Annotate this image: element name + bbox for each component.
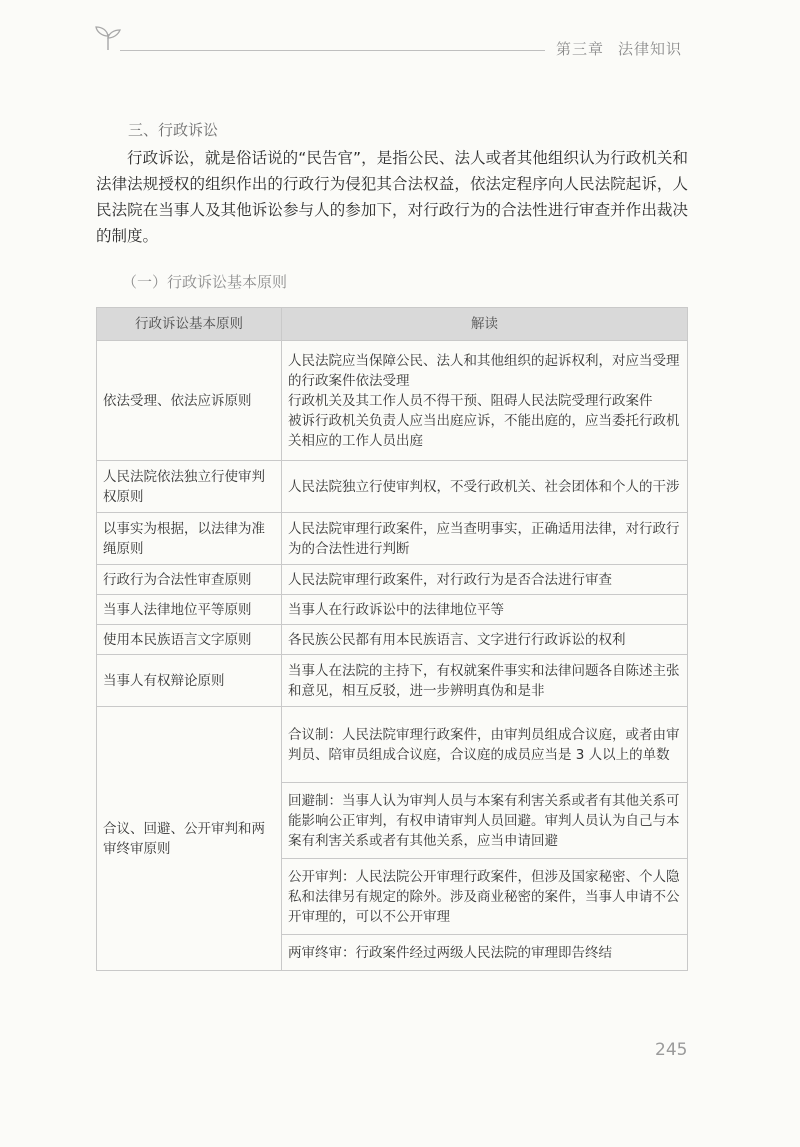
interpretation-cell [282,565,688,595]
table-row [97,595,688,625]
table-row [97,513,688,565]
principle-cell: 以事实为根据，以法律为准绳原则 [97,513,282,565]
interpretation-line: 人民法院应当保障公民、法人和其他组织的起诉权利，对应当受理的行政案件依法受理 [288,352,680,389]
principle-cell: 行政行为合法性审查原则 [97,565,282,595]
interpretation-cell: 公开审判：人民法院公开审理行政案件，但涉及国家秘密、个人隐私和法律另有规定的除外。涉及商业秘密的案件，当事人申请不公开审理的，可以不公开审理 [282,859,688,935]
page-header [0,0,800,70]
principle-cell: 使用本民族语言文字原则 [97,625,282,655]
table-row [97,461,688,513]
interpretation-cell [282,655,688,707]
interpretation-line: 被诉行政机关负责人应当出庭应诉，不能出庭的，应当委托行政机关相应的工作人员出庭 [288,412,680,449]
interpretation-line: 人民法院审理行政案件，对行政行为是否合法进行审查 [288,571,612,588]
interpretation-cell [282,625,688,655]
running-head [556,38,682,59]
interpretation-cell [282,341,688,461]
principle-cell: 人民法院依法独立行使审判权原则 [97,461,282,513]
sprout-icon [92,24,124,52]
interpretation-line: 当事人在法院的主持下，有权就案件事实和法律问题各自陈述主张和意见，相互反驳，进一步辨明真伪和是非 [288,662,680,699]
interpretation-cell: 两审终审：行政案件经过两级人民法院的审理即告终结 [282,935,688,971]
table-row [97,655,688,707]
header-rule [120,50,545,51]
section-paragraph: 行政诉讼，就是俗话说的“民告官”，是指公民、法人或者其他组织认为行政机关和法律法规授权的组织作出的行政行为侵犯其合法权益，依法定程序向人民法院起诉，人民法院在当事人及其他诉讼参与人的参加下，对行政行为的合法性进行审查并作出裁决的制度。 [96,149,688,245]
interpretation-cell [282,461,688,513]
header-interpretation: 解读 [282,308,688,341]
principle-cell: 当事人法律地位平等原则 [97,595,282,625]
interpretation-cell [282,513,688,565]
table-row [97,341,688,461]
principles-table [96,307,688,971]
table-row [97,707,688,783]
table-row [97,565,688,595]
table-body [97,341,688,971]
chapter-title: 法律知识 [618,40,683,58]
table-row [97,625,688,655]
subsection-title: （一）行政诉讼基本原则 [122,273,288,291]
interpretation-cell: 合议制：人民法院审理行政案件，由审判员组成合议庭，或者由审判员、陪审员组成合议庭，合议庭的成员应当是 3 人以上的单数 [282,707,688,783]
interpretation-line: 各民族公民都有用本民族语言、文字进行行政诉讼的权利 [288,631,626,648]
table-header-row [97,308,688,341]
interpretation-line: 人民法院审理行政案件，应当查明事实，正确适用法律，对行政行为的合法性进行判断 [288,520,680,557]
principle-cell: 合议、回避、公开审判和两审终审原则 [97,707,282,971]
interpretation-line: 当事人在行政诉讼中的法律地位平等 [288,601,504,618]
principle-cell: 当事人有权辩论原则 [97,655,282,707]
section-title: 三、行政诉讼 [128,121,219,139]
header-principle: 行政诉讼基本原则 [97,308,282,341]
interpretation-line: 行政机关及其工作人员不得干预、阻碍人民法院受理行政案件 [288,392,653,409]
page-number: 245 [655,1040,688,1060]
interpretation-cell [282,595,688,625]
principle-cell: 依法受理、依法应诉原则 [97,341,282,461]
interpretation-cell: 回避制：当事人认为审判人员与本案有利害关系或者有其他关系可能影响公正审判，有权申请审判人员回避。审判人员认为自己与本案有利害关系或者有其他关系，应当申请回避 [282,783,688,859]
chapter-number: 第三章 [556,40,605,58]
interpretation-line: 人民法院独立行使审判权，不受行政机关、社会团体和个人的干涉 [288,478,680,495]
